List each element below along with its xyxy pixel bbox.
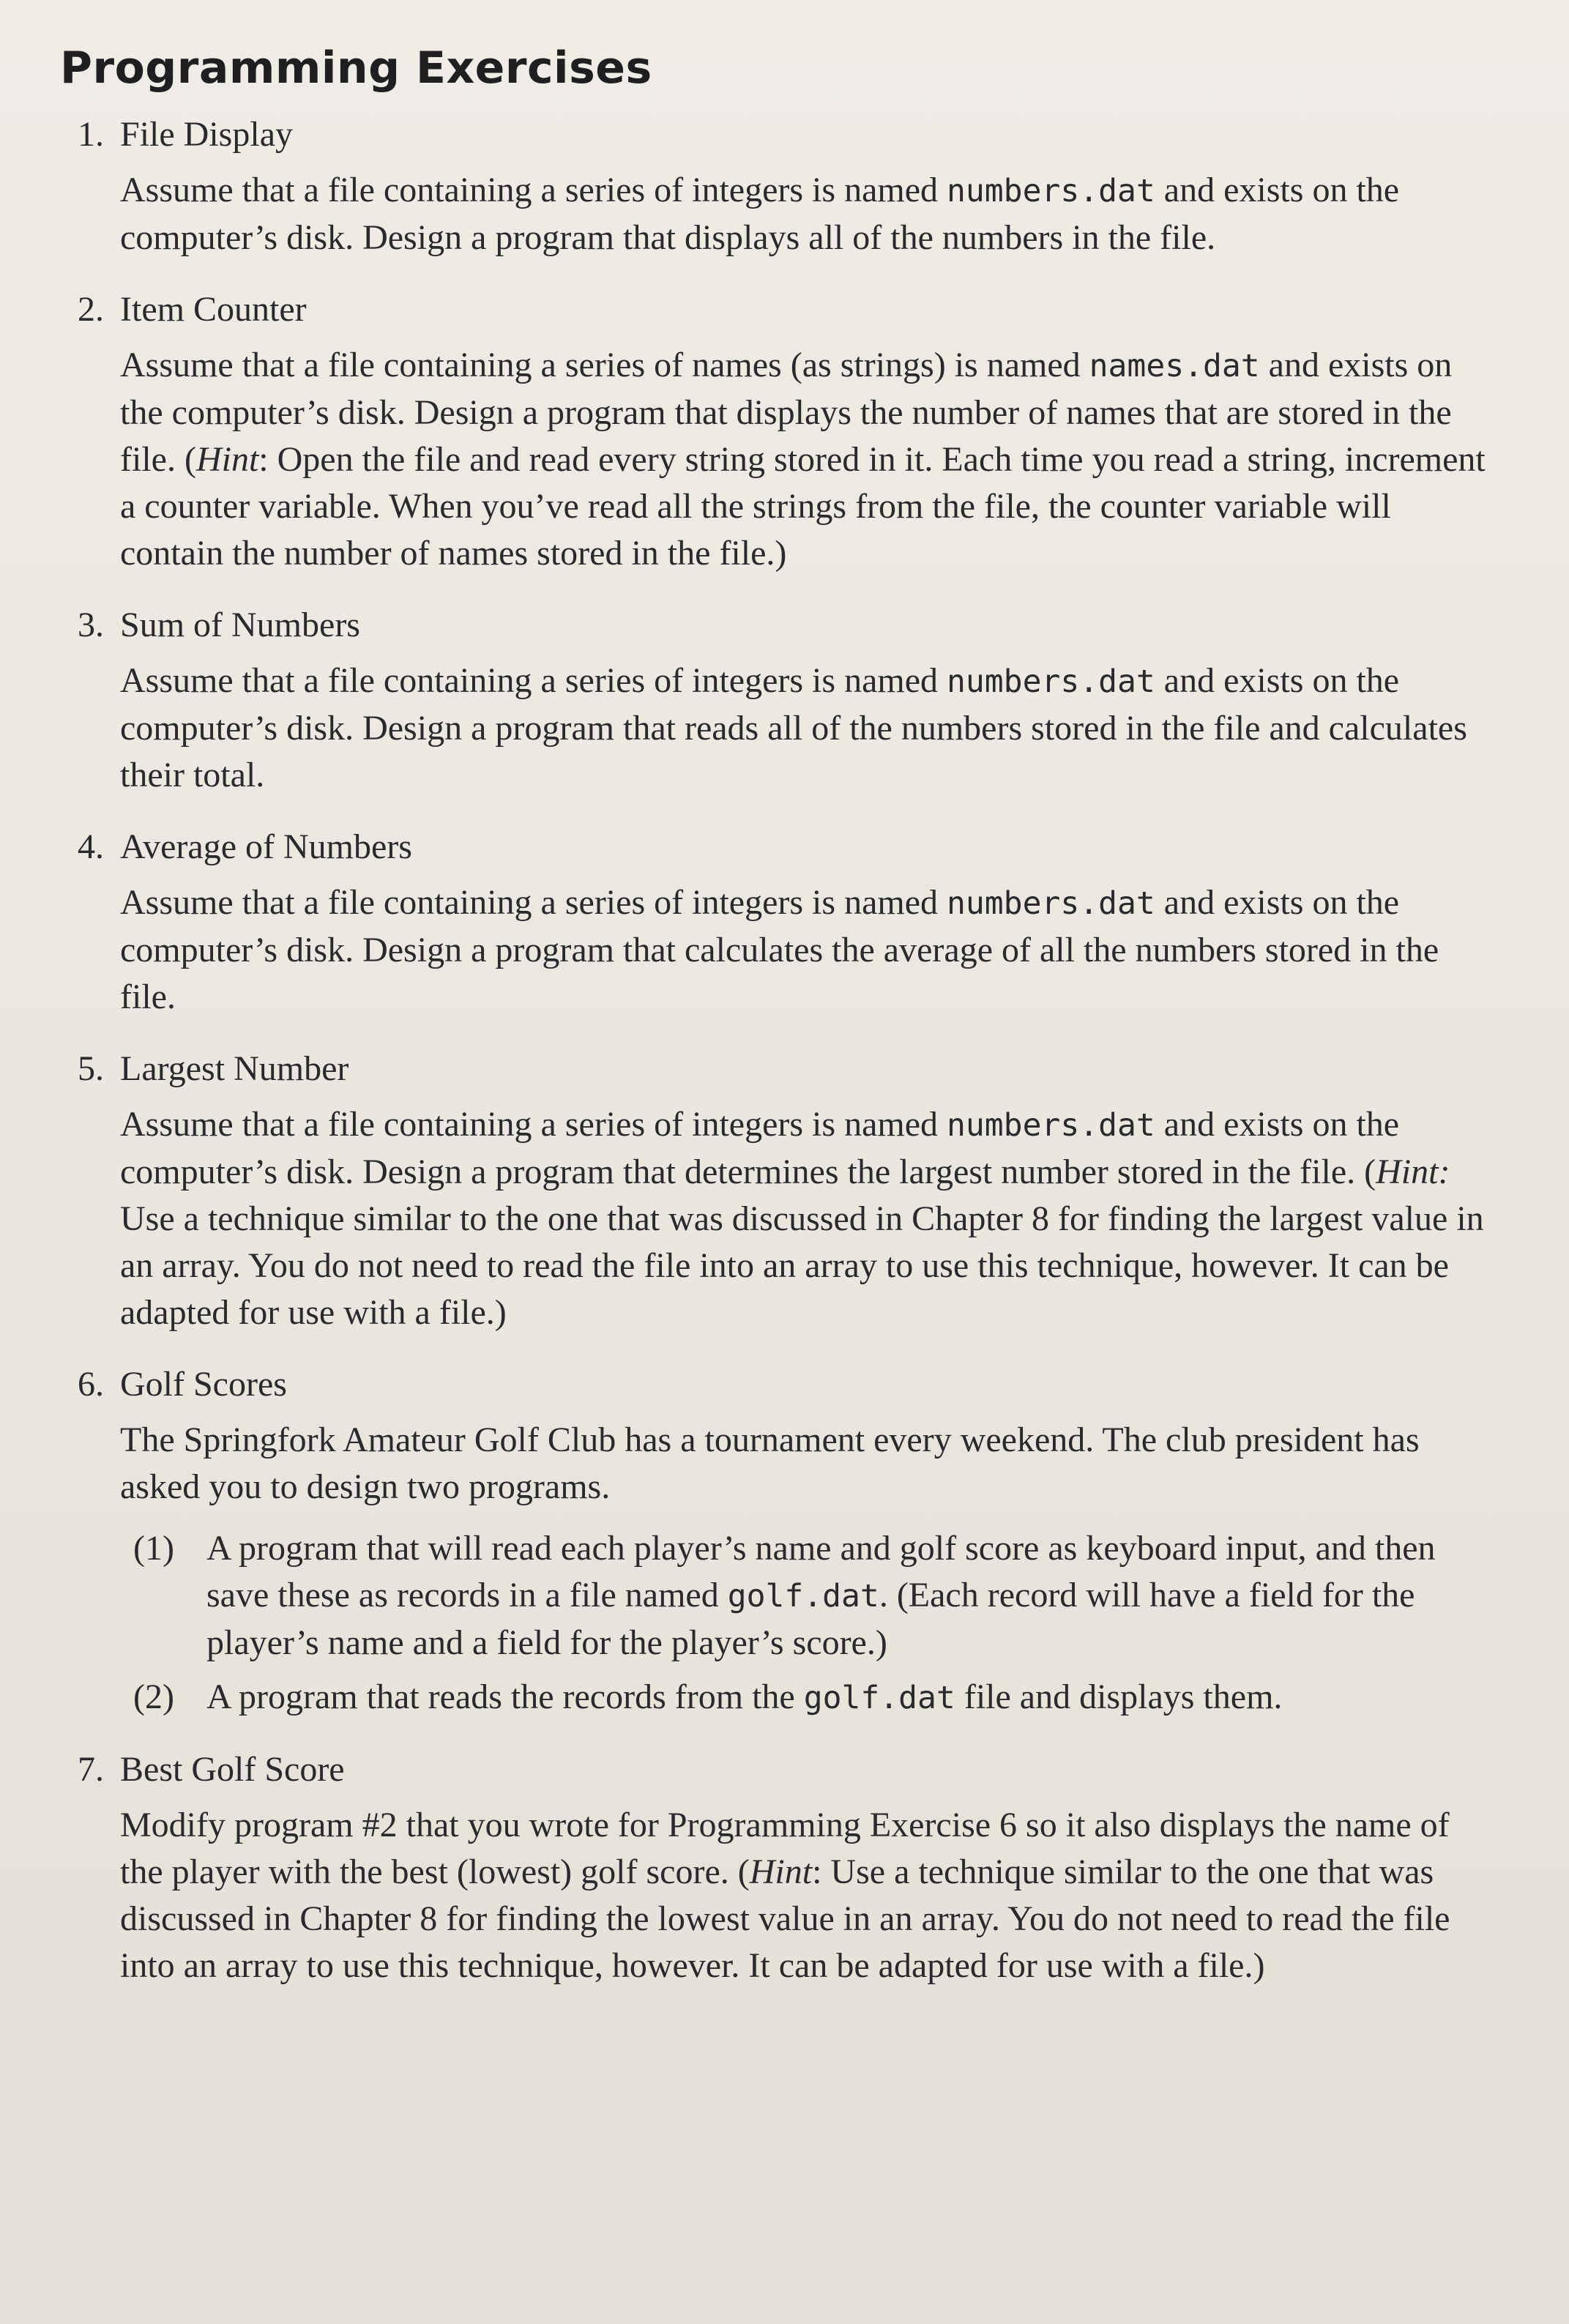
exercise-1 — [60, 113, 1488, 261]
exercise-number: 5. — [78, 1049, 104, 1088]
exercise-title-text: Sum of Numbers — [120, 606, 360, 644]
exercise-number: 7. — [78, 1750, 104, 1789]
exercise-3 — [60, 603, 1488, 799]
exercise-title — [60, 1363, 1488, 1407]
exercise-paragraph — [120, 1802, 1488, 1989]
list-item-number: (1) — [133, 1529, 174, 1568]
exercise-7 — [60, 1748, 1488, 1989]
exercise-5 — [60, 1047, 1488, 1336]
exercise-title — [60, 288, 1488, 332]
hint-label: Hint — [749, 1852, 813, 1891]
exercise-number: 3. — [78, 606, 104, 644]
text-run: A program that will read each player’s name and golf score as keyboard input, and then save these as records in a file named — [206, 1529, 1436, 1614]
exercise-paragraph — [120, 658, 1488, 799]
exercise-body — [120, 1101, 1488, 1336]
text-run: Assume that a file containing a series of names (as strings) is named — [120, 346, 1089, 384]
exercise-6 — [60, 1363, 1488, 1721]
text-run: file and displays them. — [955, 1677, 1283, 1716]
exercise-body — [120, 167, 1488, 261]
list-item-text — [206, 1674, 1488, 1721]
exercise-number: 6. — [78, 1365, 104, 1404]
exercise-title-text: Item Counter — [120, 290, 307, 329]
exercise-title — [60, 1748, 1488, 1792]
exercise-number: 1. — [78, 115, 104, 154]
exercise-paragraph — [120, 167, 1488, 261]
exercise-title-text: Golf Scores — [120, 1365, 287, 1404]
exercise-title-text: Largest Number — [120, 1049, 349, 1088]
code-filename: numbers.dat — [947, 173, 1155, 209]
text-run: Modify program #2 that you wrote for Programming Exercise 6 so it also displays the name of the player with the best (lowest) golf score. ( — [120, 1806, 1450, 1891]
code-filename: names.dat — [1089, 348, 1260, 384]
exercise-title-text: Average of Numbers — [120, 827, 412, 866]
exercise-number: 2. — [78, 290, 104, 329]
text-run: Assume that a file containing a series of integers is named — [120, 661, 947, 700]
text-run: Use a technique similar to the one that was discussed in Chapter 8 for finding the largest value in an array. You do not need to read the file into an array to use this technique, however. It can be adapted for use with a file.) — [120, 1199, 1484, 1332]
code-filename: numbers.dat — [947, 1107, 1155, 1144]
text-run: and exists on the computer’s disk. Design a program that reads all of the numbers stored in the file and calculates their total. — [120, 661, 1467, 794]
exercise-title-text: Best Golf Score — [120, 1750, 345, 1789]
exercise-body — [120, 342, 1488, 577]
exercise-body — [120, 658, 1488, 799]
list-item — [133, 1674, 1488, 1721]
exercise-number: 4. — [78, 827, 104, 866]
exercise-title — [60, 1047, 1488, 1091]
exercise-4 — [60, 825, 1488, 1021]
text-run: : Use a technique similar to the one that was discussed in Chapter 8 for finding the lowest value in an array. You do not need to read the file into an array to use this technique, however. It can be adapted for use with a file.) — [120, 1852, 1450, 1985]
exercise-title — [60, 603, 1488, 647]
list-item-text — [206, 1525, 1488, 1666]
hint-label: Hint — [195, 440, 259, 479]
code-filename: numbers.dat — [947, 885, 1155, 922]
exercise-paragraph: The Springfork Amateur Golf Club has a tournament every weekend. The club president has asked you to design two programs. — [120, 1420, 1420, 1506]
exercise-2 — [60, 288, 1488, 577]
exercise-title — [60, 825, 1488, 869]
text-run: and exists on the computer’s disk. Design a program that displays the number of names that are stored in the file. ( — [120, 346, 1453, 479]
text-run: and exists on the computer’s disk. Design a program that determines the largest number stored in the file. ( — [120, 1105, 1400, 1191]
exercise-body — [120, 879, 1488, 1021]
code-filename: numbers.dat — [947, 663, 1155, 700]
exercise-paragraph — [120, 1101, 1488, 1336]
text-run: . (Each record will have a field for the player’s name and a field for the player’s score.) — [206, 1576, 1415, 1662]
text-run: Assume that a file containing a series of integers is named — [120, 883, 947, 922]
exercise-paragraph — [120, 879, 1488, 1021]
code-filename: golf.dat — [803, 1680, 955, 1716]
program-list — [120, 1525, 1488, 1721]
section-heading: Programming Exercises — [60, 42, 652, 94]
list-item-number: (2) — [133, 1677, 174, 1716]
text-run: : Open the file and read every string stored in it. Each time you read a string, increment a counter variable. When you’ve read all the strings from the file, the counter variable will contain the number of names stored in the file.) — [120, 440, 1486, 573]
code-filename: golf.dat — [727, 1578, 879, 1614]
text-run: A program that reads the records from the — [206, 1677, 804, 1716]
list-item — [133, 1525, 1488, 1666]
text-run: and exists on the computer’s disk. Design a program that calculates the average of all the numbers stored in the file. — [120, 883, 1439, 1016]
exercise-title-text: File Display — [120, 115, 293, 154]
text-run: Assume that a file containing a series of integers is named — [120, 1105, 947, 1144]
hint-label: Hint: — [1376, 1152, 1450, 1191]
exercise-body — [120, 1802, 1488, 1989]
exercise-paragraph — [120, 342, 1488, 577]
exercise-title — [60, 113, 1488, 157]
text-run: and exists on the computer’s disk. Design a program that displays all of the numbers in the file. — [120, 171, 1400, 257]
exercise-body — [120, 1417, 1488, 1721]
text-run: Assume that a file containing a series of integers is named — [120, 171, 947, 209]
